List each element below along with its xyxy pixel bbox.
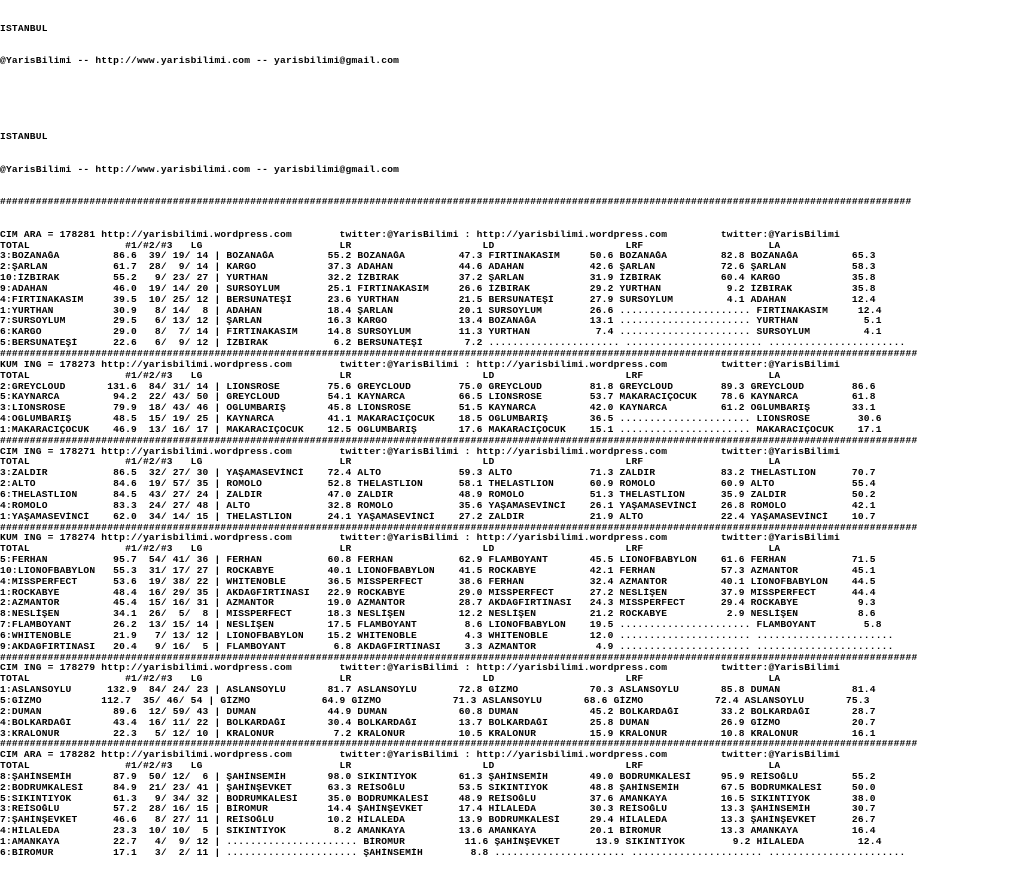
race-block (0, 230, 1023, 360)
column-headers: TOTAL #1/#2/#3 LG LR LD LRF LA (0, 457, 781, 468)
separator-rule: ########################################################################################################################################################## (0, 349, 918, 359)
horse-row: 10:LIONOFBABYLON 55.3 31/ 17/ 27 | ROCKABYE 40.1 LIONOFBABYLON 41.5 ROCKABYE 42.1 FERHAN 57.3 AZMANTOR 45.1 (0, 565, 876, 576)
horse-row: 2:DUMAN 89.6 12/ 59/ 43 | DUMAN 44.9 DUMAN 60.8 DUMAN 45.2 BOLKARDAĞI 33.2 BOLKARDAĞI 28.7 (0, 706, 876, 717)
column-headers: TOTAL #1/#2/#3 LG LR LD LRF LA (0, 240, 781, 251)
race-title: CIM ING = 178271 http://yarisbilimi.wordpress.com twitter:@YarisBilimi : http://yarisbilimi.wordpress.com twitter:@YarisBilimi (0, 446, 840, 457)
header-city: ISTANBUL (0, 132, 48, 143)
separator-rule: ########################################################################################################################################################## (0, 652, 918, 663)
horse-row: 8:NESLİŞEN 34.1 26/ 5/ 8 | MISSPERFECT 18.3 NESLİŞEN 12.2 NESLİŞEN 21.2 ROCKABYE 2.9 NESLİŞEN 8.6 (0, 609, 876, 620)
horse-row: 4:HİLALEDA 23.3 10/ 10/ 5 | SIKINTIYOK 8.2 AMANKAYA 13.6 AMANKAYA 20.1 BİROMUR 13.3 AMANKAYA 16.4 (0, 826, 876, 837)
horse-row: 2:ŞARLAN 61.7 28/ 9/ 14 | KARGO 37.3 ADAHAN 44.6 ADAHAN 42.6 ŞARLAN 72.6 ŞARLAN 58.3 (0, 262, 876, 273)
horse-row: 6:BİROMUR 17.1 3/ 2/ 11 | ...................... ŞAHİNSEMİH 8.8 ...................... ...................... ....................... (0, 847, 906, 858)
intro-city: ISTANBUL (0, 23, 48, 34)
horse-row: 7:ŞAHİNŞEVKET 46.6 8/ 27/ 11 | REİSOĞLU 10.2 HİLALEDA 13.9 BODRUMKALESİ 29.4 HİLALEDA 13.3 ŞAHİNŞEVKET 26.7 (0, 815, 876, 826)
race-title: CIM ARA = 178281 http://yarisbilimi.wordpress.com twitter:@YarisBilimi : http://yarisbilimi.wordpress.com twitter:@YarisBilimi (0, 229, 840, 240)
horse-row: 3:KRALONUR 22.3 5/ 12/ 10 | KRALONUR 7.2 KRALONUR 10.5 KRALONUR 15.9 KRALONUR 10.8 KRALONUR 16.1 (0, 728, 876, 739)
race-block (0, 360, 1023, 447)
horse-row: 5:GİZMO 112.7 35/ 46/ 54 | GİZMO 64.9 GİZMO 71.3 ASLANSOYLU 68.6 GİZMO 72.4 ASLANSOYLU 75.3 (0, 696, 870, 706)
horse-row: 1:ROCKABYE 48.4 16/ 29/ 35 | AKDAGFIRTINASI 22.9 ROCKABYE 29.0 MISSPERFECT 27.2 NESLİŞEN 37.9 MISSPERFECT 44.4 (0, 587, 876, 598)
horse-row: 1:ASLANSOYLU 132.9 84/ 24/ 23 | ASLANSOYLU 81.7 ASLANSOYLU 72.8 GİZMO 70.3 ASLANSOYLU 85.8 DUMAN 81.4 (0, 685, 876, 696)
race-title: KUM ING = 178274 http://yarisbilimi.wordpress.com twitter:@YarisBilimi : http://yarisbilimi.wordpress.com twitter:@YarisBilimi (0, 533, 840, 544)
horse-row: 4:OGLUMBARIŞ 48.5 15/ 19/ 25 | KAYNARCA 41.1 MAKARACIÇOCUK 18.5 OGLUMBARIŞ 36.5 ...................... LIONSROSE 30.6 (0, 414, 882, 425)
horse-row: 6:WHITENOBLE 21.9 7/ 13/ 12 | LIONOFBABYLON 15.2 WHITENOBLE 4.3 WHITENOBLE 12.0 ...................... ....................... (0, 630, 894, 641)
horse-row: 2:BODRUMKALESİ 84.9 21/ 23/ 41 | ŞAHİNŞEVKET 63.3 REİSOĞLU 53.5 SIKINTIYOK 48.8 ŞAHİNSEMİH 67.5 BODRUMKALESİ 50.0 (0, 782, 876, 793)
race-title: CIM ARA = 178282 http://yarisbilimi.wordpress.com twitter:@YarisBilimi : http://yarisbilimi.wordpress.com twitter:@YarisBilimi (0, 750, 840, 761)
horse-row: 1:MAKARACIÇOCUK 46.9 13/ 16/ 17 | MAKARACIÇOCUK 12.5 OGLUMBARIŞ 17.6 MAKARACIÇOCUK 15.1 ...................... MAKARACIÇOCUK 17.1 (0, 424, 882, 435)
horse-row: 7:FLAMBOYANT 26.2 13/ 15/ 14 | NESLİŞEN 17.5 FLAMBOYANT 8.6 LIONOFBABYLON 19.5 ...................... FLAMBOYANT 5.8 (0, 620, 882, 631)
column-headers: TOTAL #1/#2/#3 LG LR LD LRF LA (0, 674, 781, 685)
horse-row: 1:YURTHAN 30.9 8/ 14/ 8 | ADAHAN 18.4 ŞARLAN 20.1 SURSOYLUM 26.6 ...................... FIRTINAKASIM 12.4 (0, 305, 882, 316)
horse-row: 3:LIONSROSE 79.9 18/ 43/ 46 | OGLUMBARIŞ 45.8 LIONSROSE 51.5 KAYNARCA 42.0 KAYNARCA 61.2 OGLUMBARIŞ 33.1 (0, 403, 876, 414)
horse-row: 6:THELASTLION 84.5 43/ 27/ 24 | ZALDIR 47.0 ZALDIR 48.9 ROMOLO 51.3 THELASTLION 35.9 ZALDIR 50.2 (0, 489, 876, 500)
spacer (0, 89, 1023, 111)
horse-row: 4:BOLKARDAĞI 43.4 16/ 11/ 22 | BOLKARDAĞI 30.4 BOLKARDAĞI 13.7 BOLKARDAĞI 25.8 DUMAN 26.9 GİZMO 20.7 (0, 717, 876, 728)
horse-row: 3:REİSOĞLU 57.2 28/ 16/ 15 | BİROMUR 14.4 ŞAHİNŞEVKET 17.4 HİLALEDA 30.3 REİSOĞLU 13.3 ŞAHİNSEMİH 30.7 (0, 804, 876, 815)
horse-row: 5:SIKINTIYOK 61.3 9/ 34/ 32 | BODRUMKALESİ 35.0 BODRUMKALESİ 48.9 REİSOĞLU 37.6 AMANKAYA 16.5 SIKINTIYOK 38.0 (0, 793, 876, 804)
separator-rule: ########################################################################################################################################################## (0, 435, 918, 446)
race-block (0, 663, 1023, 750)
horse-row: 4:FIRTINAKASIM 39.5 10/ 25/ 12 | BERSUNATEŞİ 23.6 YURTHAN 21.5 BERSUNATEŞİ 27.9 SURSOYLUM 4.1 ADAHAN 12.4 (0, 294, 876, 305)
horse-row: 4:MISSPERFECT 53.6 19/ 38/ 22 | WHITENOBLE 36.5 MISSPERFECT 38.6 FERHAN 32.4 AZMANTOR 40.1 LIONOFBABYLON 44.5 (0, 576, 876, 587)
race-block (0, 533, 1023, 663)
horse-row: 10:İZBIRAK 55.2 9/ 23/ 27 | YURTHAN 32.2 İZBIRAK 37.2 ŞARLAN 31.9 İZBIRAK 60.4 KARGO 35.8 (0, 273, 876, 284)
horse-row: 6:KARGO 29.0 8/ 7/ 14 | FIRTINAKASIM 14.8 SURSOYLUM 11.3 YURTHAN 7.4 ...................... SURSOYLUM 4.1 (0, 327, 882, 338)
horse-row: 3:BOZANAĞA 86.6 39/ 19/ 14 | BOZANAĞA 55.2 BOZANAĞA 47.3 FIRTINAKASIM 50.6 BOZANAĞA 82.8 BOZANAĞA 65.3 (0, 251, 876, 262)
horse-row: 2:AZMANTOR 45.4 15/ 16/ 31 | AZMANTOR 19.0 AZMANTOR 28.7 AKDAGFIRTINASI 24.3 MISSPERFECT 29.4 ROCKABYE 9.3 (0, 598, 876, 609)
horse-row: 2:ALTO 84.6 19/ 57/ 35 | ROMOLO 52.8 THELASTLION 58.1 THELASTLION 60.9 ROMOLO 60.9 ALTO 55.4 (0, 479, 876, 490)
race-tables (0, 230, 1023, 859)
horse-row: 9:AKDAGFIRTINASI 20.4 9/ 16/ 5 | FLAMBOYANT 6.8 AKDAGFIRTINASI 3.3 AZMANTOR 4.9 ...................... ....................... (0, 641, 894, 652)
horse-row: 5:BERSUNATEŞİ 22.6 6/ 9/ 12 | İZBIRAK 6.2 BERSUNATEŞİ 7.2 ...................... ....................... ....................... (0, 338, 906, 349)
column-headers: TOTAL #1/#2/#3 LG LR LD LRF LA (0, 370, 781, 381)
horse-row: 4:ROMOLO 83.3 24/ 27/ 48 | ALTO 32.8 ROMOLO 35.6 YAŞAMASEVİNCİ 26.1 YAŞAMASEVİNCİ 26.8 ROMOLO 42.1 (0, 500, 876, 511)
horse-row: 3:ZALDIR 86.5 32/ 27/ 30 | YAŞAMASEVİNCİ 72.4 ALTO 59.3 ALTO 71.3 ZALDIR 83.2 THELASTLION 70.7 (0, 468, 876, 479)
horse-row: 1:AMANKAYA 22.7 4/ 9/ 12 | ...................... BİROMUR 11.6 ŞAHİNŞEVKET 13.9 SIKINTIYOK 9.2 HİLALEDA 12.4 (0, 836, 882, 847)
intro-contact: @YarisBilimi -- http://www.yarisbilimi.com -- yarisbilimi@gmail.com (0, 56, 400, 67)
horse-row: 9:ADAHAN 46.0 19/ 14/ 20 | SURSOYLUM 25.1 FIRTINAKASIM 26.6 İZBIRAK 29.2 YURTHAN 9.2 İZBIRAK 35.8 (0, 283, 876, 294)
header-contact: @YarisBilimi -- http://www.yarisbilimi.com -- yarisbilimi@gmail.com (0, 164, 400, 175)
horse-row: 2:GREYCLOUD 131.6 84/ 31/ 14 | LIONSROSE 75.6 GREYCLOUD 75.0 GREYCLOUD 81.8 GREYCLOUD 89.3 GREYCLOUD 86.6 (0, 381, 876, 392)
separator-rule: ########################################################################################################################################################## (0, 522, 918, 533)
column-headers: TOTAL #1/#2/#3 LG LR LD LRF LA (0, 544, 781, 555)
race-title: CIM ING = 178279 http://yarisbilimi.wordpress.com twitter:@YarisBilimi : http://yarisbilimi.wordpress.com twitter:@YarisBilimi (0, 663, 840, 674)
race-block (0, 750, 1023, 858)
separator-rule: ######################################################################################################################################################### (0, 197, 912, 208)
horse-row: 5:KAYNARCA 94.2 22/ 43/ 50 | GREYCLOUD 54.1 KAYNARCA 66.5 LIONSROSE 53.7 MAKARACIÇOCUK 78.6 KAYNARCA 61.8 (0, 392, 876, 403)
separator-rule: ########################################################################################################################################################## (0, 739, 918, 750)
horse-row: 8:ŞAHİNSEMİH 87.9 50/ 12/ 6 | ŞAHİNSEMİH 98.0 SIKINTIYOK 61.3 ŞAHİNSEMİH 49.0 BODRUMKALESİ 95.9 REİSOĞLU 55.2 (0, 771, 876, 782)
race-title: KUM ING = 178273 http://yarisbilimi.wordpress.com twitter:@YarisBilimi : http://yarisbilimi.wordpress.com twitter:@YarisBilimi (0, 359, 840, 370)
column-headers: TOTAL #1/#2/#3 LG LR LD LRF LA (0, 761, 781, 772)
horse-row: 5:FERHAN 95.7 54/ 41/ 36 | FERHAN 60.8 FERHAN 62.9 FLAMBOYANT 45.5 LIONOFBABYLON 61.6 FERHAN 71.5 (0, 555, 876, 566)
race-block (0, 447, 1023, 534)
horse-row: 7:SURSOYLUM 29.5 6/ 13/ 12 | ŞARLAN 16.3 KARGO 13.4 BOZANAĞA 13.1 ...................... YURTHAN 5.1 (0, 316, 882, 327)
horse-row: 1:YAŞAMASEVİNCİ 62.0 34/ 14/ 15 | THELASTLION 24.1 YAŞAMASEVİNCİ 27.2 ZALDIR 21.9 ALTO 22.4 YAŞAMASEVİNCİ 10.7 (0, 511, 876, 522)
